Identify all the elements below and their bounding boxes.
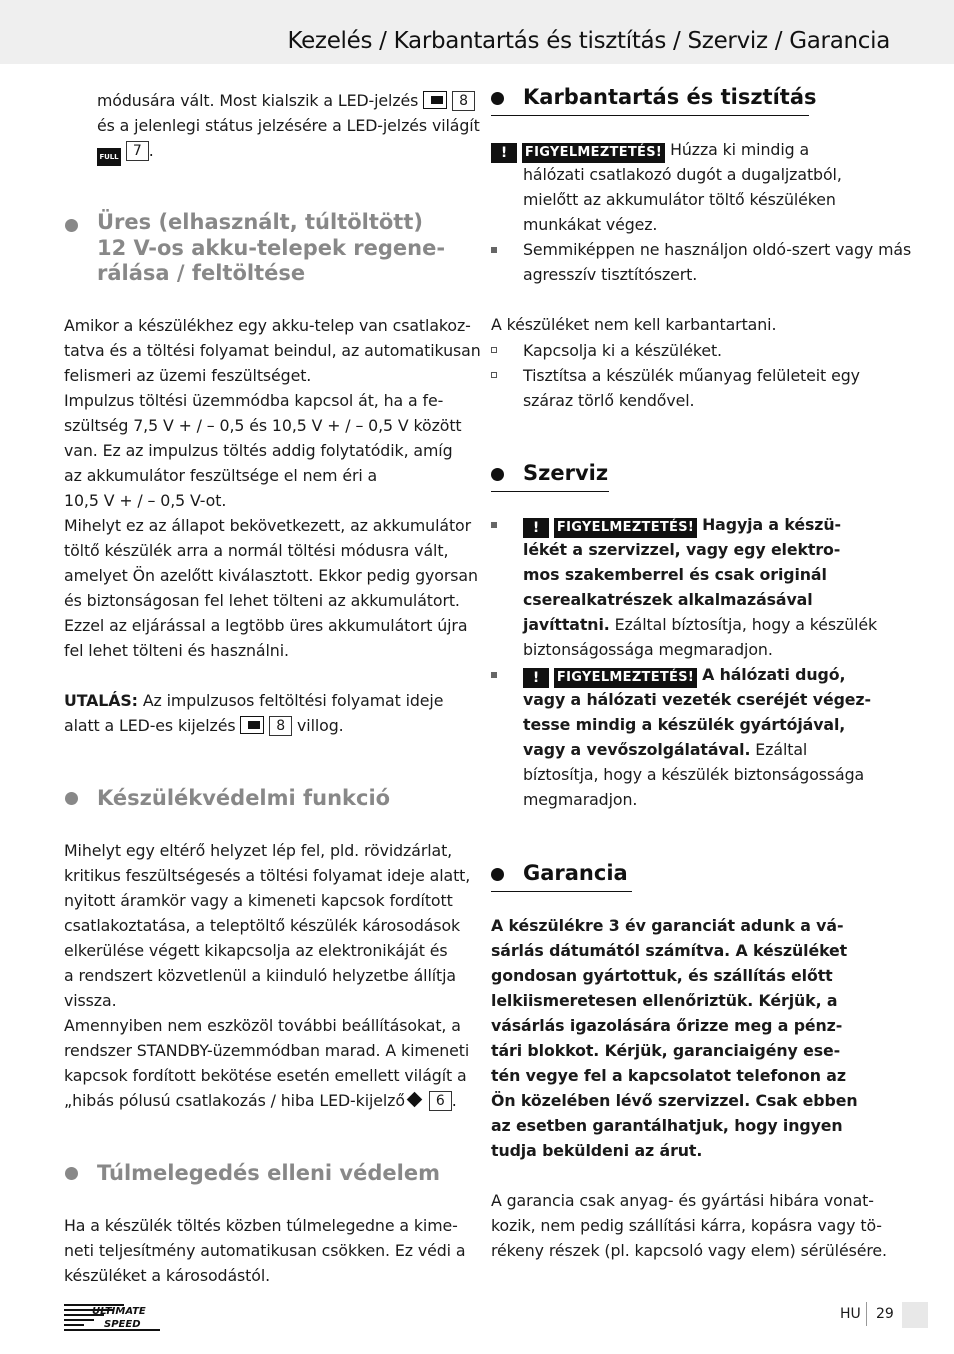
warning-line: ! FIGYELMEZTETÉS! A hálózati dugó, [523,662,845,688]
body-line: lelkiismeretesen ellenőriztük. Kérjük, a [491,991,838,1010]
logo-text-bottom: SPEED [104,1319,141,1330]
body-line: töltő készülék arra a normál töltési módusra vált, [64,541,449,560]
section-bullet [491,468,504,481]
ref-number: 7 [126,141,149,161]
page-header [0,0,954,64]
body-line: elkerülése végett kikapcsolja az elektronikáját és [64,941,448,960]
list-bullet [491,247,497,253]
body-line: bíztosítja, hogy a készülék biztonságossága [523,765,865,784]
body-line: a rendszert közvetlenül a kiinduló helyzetbe állítja [64,966,457,985]
body-line: mielőtt az akkumulátor töltő készüléken [523,190,836,209]
battery-led-icon [240,716,264,734]
step-checkbox [491,372,497,378]
body-line: van. Ez az impulzus töltés addig folytatódik, amíg [64,441,453,460]
body-line: kritikus feszültségesés a töltési folyamat ideje alatt, [64,866,471,885]
body-line: Mihelyt ez az állapot bekövetkezett, az akkumulátor [64,516,471,535]
section-bullet [491,92,504,105]
body-line: gondosan gyártottuk, és szállítás előtt [491,966,833,985]
warning-triangle-icon: ! [523,518,549,538]
warning-line: ! FIGYELMEZTETÉS! Húzza ki mindig a [491,137,809,163]
section-title-service: Szerviz [523,461,609,485]
section-title-maintenance: Karbantartás és tisztítás [523,85,817,109]
body-line: neti teljesítmény automatikusan csökken. Ez védi a [64,1241,466,1260]
note-line-1: UTALÁS: Az impulzusos feltöltési folyamat ideje [64,691,444,710]
body-line: vagy a hálózati vezeték cseréjét végez- [523,690,871,709]
body-line: száraz törlő kendővel. [523,391,695,410]
body-line: fel lehet tölteni és használni. [64,641,289,660]
body-line: tén vegye fel a kapcsolatot telefonon az [491,1066,846,1085]
continuation-line-1: módusára vált. Most kialszik a LED-jelzés 8 [97,88,475,113]
body-line: nyitott áramkör vagy a kimeneti kapcsok fordított [64,891,453,910]
section-title-protection: Készülékvédelmi funkció [97,786,391,810]
section-underline [491,491,609,492]
body-line: A készüléket nem kell karbantartani. [491,315,777,334]
battery-led-icon [423,91,447,109]
body-line: Kapcsolja ki a készüléket. [523,341,722,360]
footer-tab [902,1302,928,1328]
body-line: munkákat végez. [523,215,658,234]
body-line: amelyet Ön azelőtt kiválasztott. Ekkor pedig gyorsan [64,566,478,585]
body-line: agresszív tisztítószert. [523,265,698,284]
body-line: tatva és a töltési folyamat beindul, az automatikusan [64,341,481,360]
continuation-line-2: és a jelenlegi státus jelzésére a LED-jelzés világít [97,116,480,135]
body-line: tári blokkot. Kérjük, garanciaigény ese- [491,1041,841,1060]
body-line: 10,5 V + / – 0,5 V-ot. [64,491,227,510]
section-title-regeneration-2: 12 V-os akku-telepek regene- [97,236,446,260]
body-line: Amikor a készülékhez egy akku-telep van csatlakoz- [64,316,471,335]
section-bullet [491,868,504,881]
body-line: Amennyiben nem eszközöl további beállításokat, a [64,1016,461,1035]
body-line: kapcsok fordított bekötése esetén emellett világít a [64,1066,467,1085]
body-line: biztonságossága megmaradjon. [523,640,773,659]
body-line: és biztonságosan fel lehet tölteni az akkumulátort. [64,591,460,610]
section-title-regeneration-1: Üres (elhasznált, túltöltött) [97,210,423,234]
body-line: szültség 7,5 V + / – 0,5 és 10,5 V + / – 0,5 V között [64,416,462,435]
list-bullet [491,672,497,678]
ref-number: 6 [429,1091,452,1111]
section-underline [491,891,632,892]
body-line: sárlás dátumától számítva. A készüléket [491,941,848,960]
section-title-regeneration-3: rálása / feltöltése [97,261,306,285]
logo-text-top: ULTIMATE [92,1306,146,1317]
note-line-2: alatt a LED-es kijelzés 8 villog. [64,716,344,735]
body-line: az akkumulátor feszültsége el nem éri a [64,466,378,485]
body-line: cserealkatrészek alkalmazásával [523,590,813,609]
body-line: kozik, nem pedig szállítási kárra, kopásra vagy tö- [491,1216,882,1235]
ref-number: 8 [452,91,475,111]
body-line: lékét a szervizzel, vagy egy elektro- [523,540,841,559]
body-line: vagy a vevőszolgálatával. Ezáltal [523,740,808,759]
body-line: hálózati csatlakozó dugót a dugaljzatból, [523,165,842,184]
warning-label: FIGYELMEZTETÉS! [554,668,697,688]
body-line: megmaradjon. [523,790,638,809]
body-line: vissza. [64,991,117,1010]
body-line: tudja beküldeni az árut. [491,1141,703,1160]
body-line: csatlakoztatása, a teleptöltő készülék károsodások [64,916,461,935]
continuation-line-3: FULL 7 . [97,138,154,166]
step-checkbox [491,347,497,353]
ultimate-speed-logo [64,1302,162,1332]
body-line: Mihelyt egy eltérő helyzet lép fel, pld. rövidzárlat, [64,841,453,860]
warning-triangle-icon: ! [523,668,549,688]
page-title: Kezelés / Karbantartás és tisztítás / Szerviz / Garancia [287,28,890,54]
note-label: UTALÁS: [64,691,138,710]
body-line: Ön közelében lévő szervizzel. Csak ebben [491,1091,858,1110]
warning-triangle-icon: ! [491,143,517,163]
body-line: tesse mindig a készülék gyártójával, [523,715,846,734]
warning-label: FIGYELMEZTETÉS! [554,518,697,538]
body-line: rendszer STANDBY-üzemmódban marad. A kimeneti [64,1041,470,1060]
body-line: Ezzel az eljárással a legtöbb üres akkumulátort újra [64,616,468,635]
section-bullet [65,792,78,805]
body-line: Ha a készülék töltés közben túlmelegedne a kime- [64,1216,458,1235]
body-line: Tisztítsa a készülék műanyag felületeit egy [523,366,860,385]
body-line: mos szakemberrel és csak originál [523,565,827,584]
section-bullet [65,1167,78,1180]
polarity-led-icon [407,1092,423,1108]
section-underline [491,115,809,116]
body-line: Semmiképpen ne használjon oldó-szert vagy más [523,240,912,259]
section-title-warranty: Garancia [523,861,628,885]
body-line: felismeri az üzemi feszültséget. [64,366,312,385]
warning-label: FIGYELMEZTETÉS! [522,143,665,163]
ref-number: 8 [269,716,292,736]
list-bullet [491,522,497,528]
footer-divider [866,1302,867,1326]
body-line: A garancia csak anyag- és gyártási hibára vonat- [491,1191,874,1210]
section-bullet [65,219,78,232]
warning-line: ! FIGYELMEZTETÉS! Hagyja a készü- [523,512,841,538]
body-line: készüléket a károsodástól. [64,1266,271,1285]
section-title-overheat: Túlmelegedés elleni védelem [97,1161,440,1185]
body-line: javíttatni. Ezáltal bíztosítja, hogy a készülék [523,615,878,634]
body-line: „hibás pólusú csatlakozás / hiba LED-kijelző 6 . [64,1091,457,1110]
body-line: A készülékre 3 év garanciát adunk a vá- [491,916,844,935]
footer-language: HU [840,1306,861,1322]
page-number: 29 [876,1306,894,1322]
body-line: Impulzus töltési üzemmódba kapcsol át, ha a fe- [64,391,444,410]
full-led-icon: FULL [97,148,121,166]
body-line: az esetben garantálhatjuk, hogy ingyen [491,1116,843,1135]
body-line: vásárlás igazolására őrizze meg a pénz- [491,1016,843,1035]
body-line: rékeny részek (pl. kapcsoló vagy elem) sérülésére. [491,1241,887,1260]
